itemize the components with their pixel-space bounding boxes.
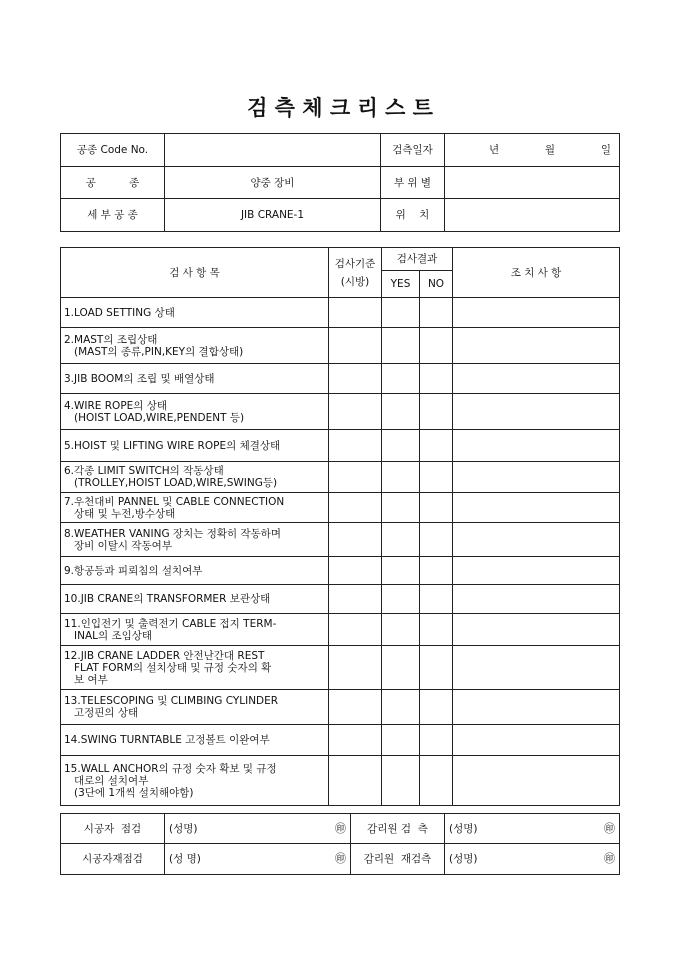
item-subline: 고정핀의 상태 [74,707,139,719]
item-subline: 대로의 설치여부 [74,774,149,787]
no-cell[interactable] [420,557,453,585]
standard-cell[interactable] [329,364,382,394]
action-cell[interactable] [453,646,620,690]
col-action-header: 조 치 사 항 [453,248,620,298]
no-cell[interactable] [420,646,453,690]
sub-value[interactable]: JIB CRANE-1 [165,199,381,232]
no-cell[interactable] [420,690,453,725]
col-standard-header [329,248,382,298]
col-no-header: NO [420,271,453,298]
code-label: 공종 Code No. [61,134,165,167]
table-row [61,493,620,523]
item-subline: INAL의 조임상태 [74,629,153,642]
info-table [60,133,620,232]
table-row [61,614,620,646]
item-text [61,614,329,646]
item-text [61,462,329,493]
item-text [61,430,329,462]
yes-cell[interactable] [382,756,420,806]
date-month: 월 [544,144,556,156]
no-cell[interactable] [420,493,453,523]
code-value[interactable] [165,134,381,167]
action-cell[interactable] [453,394,620,430]
part-label: 부 위 별 [381,167,445,199]
table-row [61,298,620,328]
col-yes-header: YES [382,271,420,298]
date-day: 일 [600,144,611,156]
item-line: 7.우천대비 PANNEL 및 CABLE CONNECTION [64,495,285,508]
action-cell[interactable] [453,364,620,394]
standard-cell[interactable] [329,725,382,756]
name-placeholder: (성명) [449,822,478,835]
standard-cell[interactable] [329,462,382,493]
action-cell[interactable] [453,756,620,806]
standard-cell[interactable] [329,394,382,430]
table-row [61,364,620,394]
loc-value[interactable] [445,199,620,232]
table-row [61,523,620,557]
item-text [61,646,329,690]
supervisor-inspect-label: 감리원 검 측 [351,814,445,844]
table-row [61,394,620,430]
item-line: 15.WALL ANCHOR의 규정 숫자 확보 및 규정 [64,762,277,775]
action-cell[interactable] [453,462,620,493]
col-standard-line2: (시방) [340,275,370,288]
item-text [61,756,329,806]
table-row [61,690,620,725]
type-value[interactable]: 양중 장비 [165,167,381,199]
col-standard-line1: 검사기준 [334,257,376,270]
table-row [61,725,620,756]
seal-icon: ㊞ [335,821,346,835]
table-row [61,462,620,493]
item-line: 14.SWING TURNTABLE 고정볼트 이완여부 [64,734,270,746]
yes-cell[interactable] [382,493,420,523]
no-cell[interactable] [420,364,453,394]
yes-cell[interactable] [382,328,420,364]
action-cell[interactable] [453,328,620,364]
no-cell[interactable] [420,725,453,756]
page-title: 검 측 체 크 리 스 트 [247,95,433,120]
table-row [61,646,620,690]
item-line: 13.TELESCOPING 및 CLIMBING CYLINDER [64,695,279,707]
date-year: 년 [489,144,500,156]
item-line: 4.WIRE ROPE의 상태 [64,399,168,412]
col-items-header: 검 사 항 목 [61,248,329,298]
yes-cell[interactable] [382,364,420,394]
item-line: 2.MAST의 조립상태 [64,333,158,346]
standard-cell[interactable] [329,298,382,328]
item-subline: (MAST의 종류,PIN,KEY의 결합상태) [74,345,244,358]
contractor-recheck-label: 시공자재점검 [61,844,165,875]
standard-cell[interactable] [329,523,382,557]
item-line: 1.LOAD SETTING 상태 [64,306,175,319]
table-row [61,585,620,614]
check-table [60,247,620,806]
contractor-check-label: 시공자 점검 [61,814,165,844]
standard-cell[interactable] [329,585,382,614]
item-subline: (3단에 1개씩 설치해야함) [74,786,194,799]
no-cell[interactable] [420,523,453,557]
sub-label: 세 부 공 종 [61,199,165,232]
item-subline: 상태 및 누전,방수상태 [74,507,176,520]
col-result-header: 검사결과 [382,248,453,271]
action-cell[interactable] [453,690,620,725]
table-row [61,557,620,585]
yes-cell[interactable] [382,523,420,557]
loc-label: 위 치 [381,199,445,232]
action-cell[interactable] [453,614,620,646]
standard-cell[interactable] [329,557,382,585]
item-line: 5.HOIST 및 LIFTING WIRE ROPE의 체결상태 [64,439,281,452]
item-subline: (HOIST LOAD,WIRE,PENDENT 등) [74,411,245,424]
yes-cell[interactable] [382,725,420,756]
action-cell[interactable] [453,523,620,557]
item-line: 12.JIB CRANE LADDER 안전난간대 REST [64,649,265,662]
supervisor-inspect-sign[interactable] [445,814,620,844]
no-cell[interactable] [420,614,453,646]
item-text [61,328,329,364]
action-cell[interactable] [453,585,620,614]
item-text [61,585,329,614]
no-cell[interactable] [420,328,453,364]
item-subline: 보 여부 [74,673,108,686]
item-text [61,690,329,725]
seal-icon: ㊞ [335,852,346,865]
supervisor-reinspect-label: 감리원 재검측 [351,844,445,875]
item-line: 6.각종 LIMIT SWITCH의 작동상태 [64,465,224,477]
standard-cell[interactable] [329,756,382,806]
item-subline: FLAT FORM의 설치상태 및 규정 숫자의 확 [74,661,272,674]
yes-cell[interactable] [382,557,420,585]
item-text [61,557,329,585]
item-text [61,493,329,523]
contractor-recheck-sign[interactable] [165,844,351,875]
yes-cell[interactable] [382,585,420,614]
yes-cell[interactable] [382,394,420,430]
yes-cell[interactable] [382,614,420,646]
item-text [61,725,329,756]
table-row [61,328,620,364]
date-label: 검측일자 [381,134,445,167]
item-text [61,523,329,557]
action-cell[interactable] [453,725,620,756]
standard-cell[interactable] [329,328,382,364]
item-line: 8.WEATHER VANING 장치는 정확히 작동하며 [64,527,282,540]
action-cell[interactable] [453,493,620,523]
no-cell[interactable] [420,585,453,614]
standard-cell[interactable] [329,493,382,523]
yes-cell[interactable] [382,298,420,328]
no-cell[interactable] [420,394,453,430]
part-value[interactable] [445,167,620,199]
name-placeholder: (성명) [169,822,198,835]
item-subline: 장비 이탈시 작동여부 [74,539,172,552]
type-label: 공 종 [61,167,165,199]
standard-cell[interactable] [329,430,382,462]
seal-icon: ㊞ [604,821,615,835]
standard-cell[interactable] [329,690,382,725]
yes-cell[interactable] [382,690,420,725]
item-line: 3.JIB BOOM의 조립 및 배열상태 [64,372,215,385]
contractor-check-sign[interactable] [165,814,351,844]
item-text [61,364,329,394]
name-placeholder: (성 명) [169,853,201,865]
standard-cell[interactable] [329,646,382,690]
signature-table [60,813,620,875]
supervisor-reinspect-sign[interactable] [445,844,620,875]
seal-icon: ㊞ [604,852,615,865]
no-cell[interactable] [420,298,453,328]
item-text [61,394,329,430]
item-line: 9.항공등과 피뢰침의 설치여부 [64,564,203,577]
date-value[interactable] [445,134,620,167]
yes-cell[interactable] [382,646,420,690]
no-cell[interactable] [420,430,453,462]
item-subline: (TROLLEY,HOIST LOAD,WIRE,SWING등) [74,477,278,489]
item-line: 10.JIB CRANE의 TRANSFORMER 보관상태 [64,593,271,605]
standard-cell[interactable] [329,614,382,646]
action-cell[interactable] [453,298,620,328]
item-line: 11.인입전기 및 출력전기 CABLE 접지 TERM- [64,617,277,630]
table-row [61,430,620,462]
table-row [61,756,620,806]
item-text [61,298,329,328]
no-cell[interactable] [420,756,453,806]
yes-cell[interactable] [382,462,420,493]
no-cell[interactable] [420,462,453,493]
name-placeholder: (성명) [449,853,478,865]
action-cell[interactable] [453,557,620,585]
yes-cell[interactable] [382,430,420,462]
action-cell[interactable] [453,430,620,462]
